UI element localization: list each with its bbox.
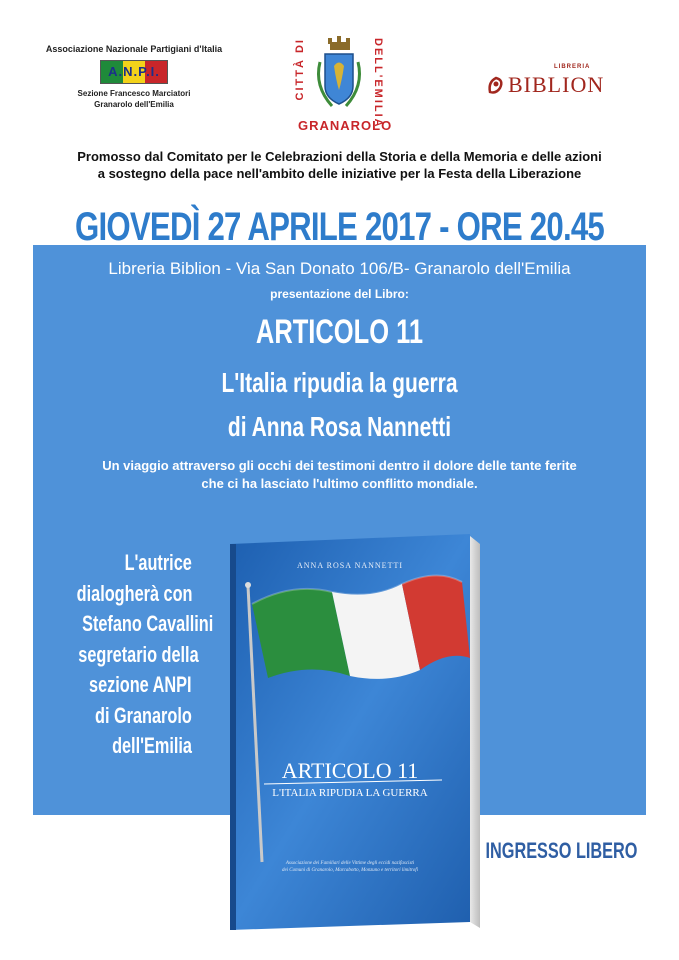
description-line-1: Un viaggio attraverso gli occhi dei testimoni dentro il dolore delle tante ferite (102, 458, 577, 473)
anpi-section-line1: Sezione Francesco Marciatori (77, 89, 191, 98)
dialogue-line: L'autrice (124, 550, 192, 575)
ingresso-libero: INGRESSO LIBERO (485, 838, 638, 863)
book-cover (222, 530, 484, 932)
cover-title: ARTICOLO 11 (281, 758, 419, 783)
description-line-2: che ci ha lasciato l'ultimo conflitto mondiale. (201, 476, 478, 491)
event-datetime: GIOVEDÌ 27 APRILE 2017 - ORE 20.45 (75, 205, 604, 249)
city-word-right: DELL'EMILIA (372, 38, 384, 129)
event-venue: Libreria Biblion - Via San Donato 106/B- Granarolo dell'Emilia (108, 259, 571, 278)
presentation-label: presentazione del Libro: (270, 287, 409, 301)
anpi-association-name: Associazione Nazionale Partigiani d'Italia (45, 44, 223, 54)
promo-line-1: Promosso dal Comitato per le Celebrazioni della Storia e della Memoria e delle azioni (77, 149, 602, 164)
cover-footer-line-1: Associazione dei Familiari delle Vittime degli eccidi nazifascisti (285, 861, 415, 866)
dialogue-line: di Granarolo (95, 702, 192, 728)
dialogue-line: Stefano Cavallini (82, 611, 214, 636)
biblion-small-label: LIBRERIA (554, 64, 591, 70)
city-word-bottom: GRANAROLO (298, 118, 393, 133)
dialogue-line: dell'Emilia (112, 733, 192, 758)
promo-text (20, 148, 659, 182)
biblion-name: BIBLION (508, 72, 605, 97)
dialogue-line: sezione ANPI (89, 672, 192, 697)
dialogue-line: segretario della (78, 641, 199, 667)
anpi-section-line2: Granarolo dell'Emilia (94, 100, 174, 109)
anpi-badge: A.N.P.I. (100, 60, 168, 84)
city-word-left: CITTÀ DI (294, 38, 306, 101)
book-title: ARTICOLO 11 (255, 313, 424, 351)
book-description (33, 457, 646, 493)
cover-author: ANNA ROSA NANNETTI (297, 561, 403, 570)
anpi-logo (44, 44, 224, 110)
promo-line-2: a sostegno della pace nell'ambito delle iniziative per la Festa della Liberazione (97, 166, 582, 181)
dialogue-line: dialogherà con (76, 580, 193, 606)
book-author: di Anna Rosa Nannetti (227, 411, 452, 442)
biblion-mark-icon (486, 74, 506, 96)
dialogue-text (36, 548, 214, 762)
cover-footer-line-2: dei Comuni di Granarolo, Marcabotto, Monzuno e territori limitrofi (281, 868, 419, 873)
cover-subtitle: L'ITALIA RIPUDIA LA GUERRA (272, 787, 428, 799)
book-subtitle: L'Italia ripudia la guerra (221, 367, 458, 398)
